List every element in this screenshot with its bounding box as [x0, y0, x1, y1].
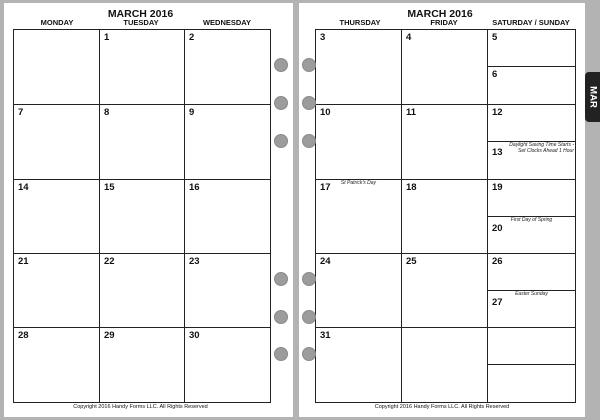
day-cell[interactable] — [100, 180, 185, 254]
day-cell[interactable] — [316, 254, 402, 328]
day-number: 9 — [189, 107, 195, 118]
day-cell[interactable] — [488, 365, 575, 402]
day-number: 29 — [104, 330, 115, 341]
left-copyright: Copyright 2016 Handy Forms LLC. All Rights Reserved — [73, 404, 208, 410]
day-number: 30 — [189, 330, 200, 341]
day-cell[interactable] — [488, 328, 575, 365]
left-page — [4, 3, 293, 417]
day-number: 11 — [406, 107, 417, 118]
day-cell[interactable] — [100, 254, 185, 328]
day-cell[interactable] — [316, 105, 402, 180]
month-tab-label: MAR — [587, 86, 598, 108]
header-thursday: THURSDAY — [339, 18, 381, 27]
day-cell[interactable] — [14, 254, 100, 328]
day-cell[interactable] — [185, 328, 270, 402]
day-cell[interactable] — [14, 30, 100, 105]
day-number: 18 — [406, 182, 417, 193]
day-number: 19 — [492, 182, 503, 193]
day-cell[interactable] — [14, 105, 100, 180]
header-monday: MONDAY — [40, 18, 74, 27]
day-cell[interactable] — [100, 105, 185, 180]
binder-hole — [302, 310, 316, 324]
day-cell[interactable] — [185, 254, 270, 328]
day-cell[interactable] — [316, 30, 402, 105]
binder-hole — [302, 96, 316, 110]
day-cell[interactable] — [316, 328, 402, 402]
day-number: 22 — [104, 256, 115, 267]
day-cell[interactable] — [316, 180, 402, 254]
day-number: 31 — [320, 330, 331, 341]
day-cell[interactable] — [402, 30, 488, 105]
binder-hole — [302, 58, 316, 72]
day-number: 15 — [104, 182, 115, 193]
day-cell[interactable] — [488, 67, 575, 105]
day-number: 2 — [189, 32, 195, 43]
day-number: 10 — [320, 107, 331, 118]
day-number: 28 — [18, 330, 29, 341]
day-cell[interactable] — [402, 180, 488, 254]
header-friday: FRIDAY — [430, 18, 458, 27]
left-calendar-grid — [13, 29, 271, 403]
day-number: 7 — [18, 107, 24, 118]
day-number: 5 — [492, 32, 498, 43]
day-number: 23 — [189, 256, 200, 267]
binder-hole — [274, 134, 288, 148]
day-number: 17 — [320, 182, 331, 193]
day-number: 25 — [406, 256, 417, 267]
day-cell[interactable] — [488, 254, 575, 291]
binder-hole — [274, 272, 288, 286]
binder-hole — [274, 96, 288, 110]
day-cell[interactable] — [488, 30, 575, 67]
day-cell[interactable] — [185, 30, 270, 105]
day-number: 27 — [492, 297, 503, 308]
binder-hole — [274, 347, 288, 361]
event-st-patricks: St Patrick's Day — [340, 180, 377, 186]
day-cell[interactable] — [185, 180, 270, 254]
day-cell[interactable] — [488, 217, 575, 254]
event-daylight-saving: Daylight Saving Time Starts - Set Clocks Ahead 1 Hour — [509, 142, 574, 154]
day-cell[interactable] — [100, 30, 185, 105]
event-first-day-spring: First Day of Spring — [510, 217, 553, 223]
day-number: 4 — [406, 32, 412, 43]
day-cell[interactable] — [488, 142, 575, 180]
day-number: 8 — [104, 107, 110, 118]
day-cell[interactable] — [488, 291, 575, 328]
day-cell[interactable] — [402, 105, 488, 180]
right-copyright: Copyright 2016 Handy Forms LLC. All Rights Reserved — [374, 404, 510, 410]
day-cell[interactable] — [488, 180, 575, 217]
month-tab[interactable] — [585, 72, 600, 122]
left-page-title: MARCH 2016 — [107, 8, 174, 20]
binder-hole — [302, 272, 316, 286]
day-number: 16 — [189, 182, 200, 193]
binder-hole — [274, 310, 288, 324]
day-cell[interactable] — [402, 254, 488, 328]
right-page-title: MARCH 2016 — [407, 8, 473, 20]
day-cell[interactable] — [14, 180, 100, 254]
header-sat-sun: SATURDAY / SUNDAY — [492, 18, 570, 27]
day-cell[interactable] — [14, 328, 100, 402]
right-page — [299, 3, 585, 417]
binder-hole — [302, 134, 316, 148]
day-number: 12 — [492, 107, 503, 118]
day-number: 3 — [320, 32, 326, 43]
header-wednesday: WEDNESDAY — [202, 18, 252, 27]
day-number: 26 — [492, 256, 503, 267]
day-cell[interactable] — [402, 328, 488, 402]
event-easter: Easter Sunday — [515, 291, 548, 297]
day-number: 1 — [104, 32, 110, 43]
day-number: 20 — [492, 223, 503, 234]
day-number: 24 — [320, 256, 331, 267]
day-number: 6 — [492, 69, 498, 80]
day-cell[interactable] — [100, 328, 185, 402]
day-cell[interactable] — [185, 105, 270, 180]
day-number: 14 — [18, 182, 29, 193]
day-number: 21 — [18, 256, 29, 267]
right-calendar-grid — [315, 29, 576, 403]
binder-hole — [302, 347, 316, 361]
day-number: 13 — [492, 147, 503, 158]
binder-hole — [274, 58, 288, 72]
header-tuesday: TUESDAY — [123, 18, 159, 27]
day-cell[interactable] — [488, 105, 575, 142]
